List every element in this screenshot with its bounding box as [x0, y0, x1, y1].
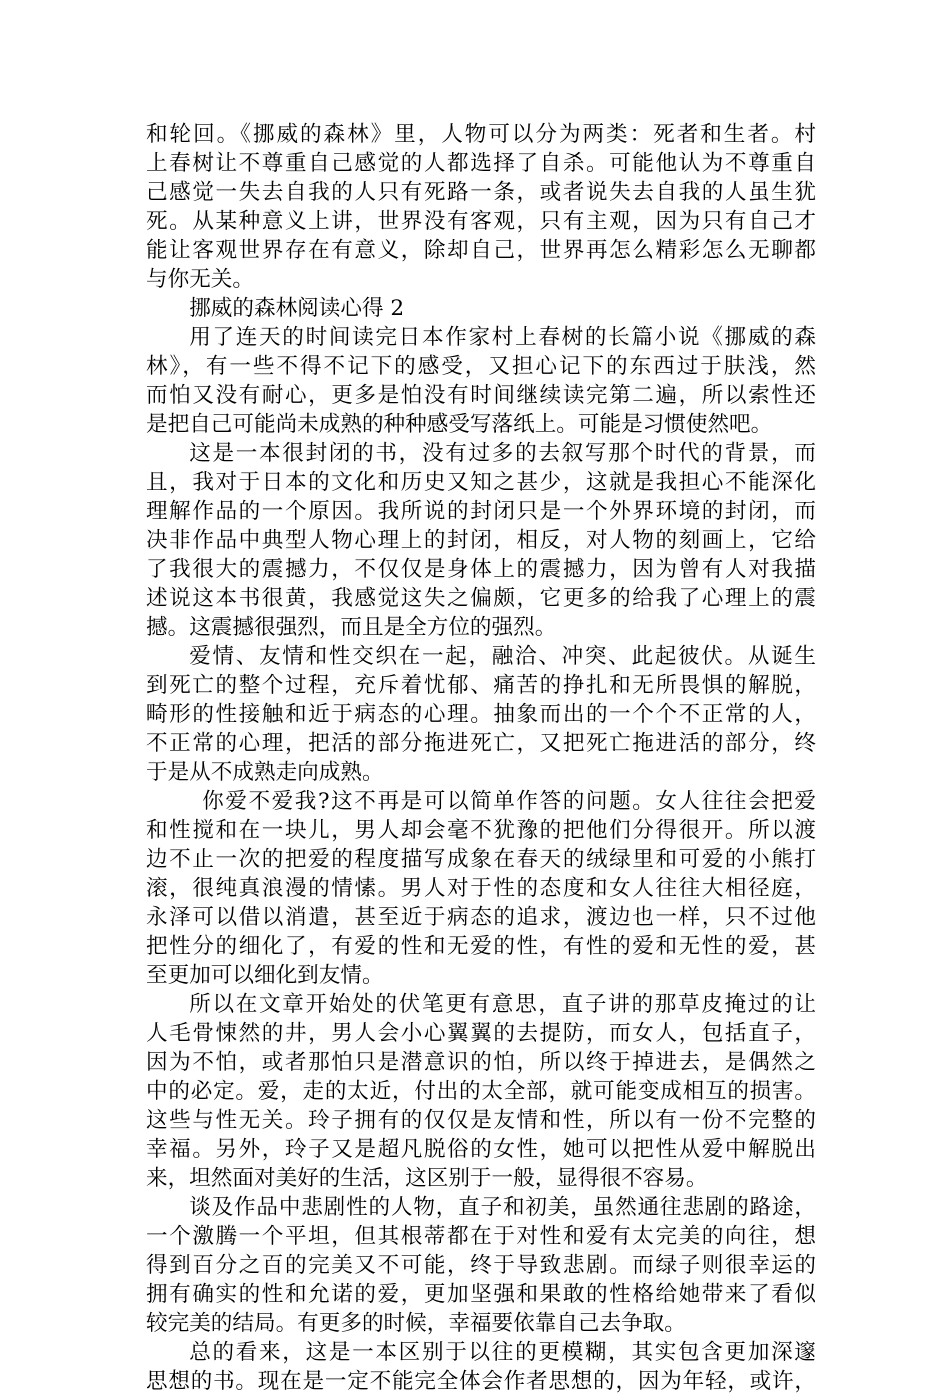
text-line: 撼。这震撼很强烈，而且是全方位的强烈。 — [146, 615, 557, 640]
text-line: 来，坦然面对美好的生活，这区别于一般，显得很不容易。 — [146, 1166, 708, 1191]
text-line: 较完美的结局。有更多的时候，幸福要依靠自己去争取。 — [146, 1311, 686, 1336]
text-line: 述说这本书很黄，我感觉这失之偏颇，它更多的给我了心理上的震 — [146, 586, 816, 611]
text-line: 因为不怕，或者那怕只是潜意识的怕，所以终于掉进去，是偶然之 — [146, 1050, 816, 1075]
text-line: 理解作品的一个原因。我所说的封闭只是一个外界环境的封闭，而 — [146, 499, 816, 524]
text-line: 于是从不成熟走向成熟。 — [146, 760, 384, 785]
text-line: 得到百分之百的完美又不可能，终于导致悲剧。而绿子则很幸运的 — [146, 1253, 816, 1278]
text-line: 人毛骨悚然的井，男人会小心翼翼的去提防，而女人，包括直子， — [146, 1021, 816, 1046]
text-line: 拥有确实的性和允诺的爱，更加坚强和果敢的性格给她带来了看似 — [146, 1282, 816, 1307]
text-line: 挪威的森林阅读心得 2 — [189, 296, 405, 321]
text-line: 爱情、友情和性交织在一起，融洽、冲突、此起彼伏。从诞生 — [189, 644, 816, 669]
text-line: 是把自己可能尚未成熟的种种感受写落纸上。可能是习惯使然吧。 — [146, 412, 773, 437]
text-line: 你爱不爱我?这不再是可以简单作答的问题。女人往往会把爱 — [202, 789, 816, 814]
text-line: 畸形的性接触和近于病态的心理。抽象而出的一个个不正常的人， — [146, 702, 816, 727]
text-line: 能让客观世界存在有意义，除却自己，世界再怎么精彩怎么无聊都 — [146, 238, 816, 263]
text-line: 把性分的细化了，有爱的性和无爱的性，有性的爱和无性的爱，甚 — [146, 934, 816, 959]
document-page — [146, 120, 816, 1396]
text-line: 滚，很纯真浪漫的情愫。男人对于性的态度和女人往往大相径庭， — [146, 876, 816, 901]
text-line: 所以在文章开始处的伏笔更有意思，直子讲的那草皮掩过的让 — [189, 992, 816, 1017]
text-line: 永泽可以借以消遣，甚至近于病态的追求，渡边也一样，只不过他 — [146, 905, 816, 930]
text-line: 这是一本很封闭的书，没有过多的去叙写那个时代的背景，而 — [189, 441, 816, 466]
text-line: 上春树让不尊重自己感觉的人都选择了自杀。可能他认为不尊重自 — [146, 151, 816, 176]
text-line: 与你无关。 — [146, 267, 254, 292]
text-line: 不正常的心理，把活的部分拖进死亡，又把死亡拖进活的部分，终 — [146, 731, 816, 756]
text-line: 且，我对于日本的文化和历史又知之甚少，这就是我担心不能深化 — [146, 470, 816, 495]
text-line: 己感觉一失去自我的人只有死路一条，或者说失去自我的人虽生犹 — [146, 180, 816, 205]
text-line: 而怕又没有耐心，更多是怕没有时间继续读完第二遍，所以索性还 — [146, 383, 816, 408]
text-line: 死。从某种意义上讲，世界没有客观，只有主观，因为只有自己才 — [146, 209, 816, 234]
text-line: 这些与性无关。玲子拥有的仅仅是友情和性，所以有一份不完整的 — [146, 1108, 816, 1133]
text-line: 边不止一次的把爱的程度描写成象在春天的绒绿里和可爱的小熊打 — [146, 847, 816, 872]
text-line: 和性搅和在一块儿，男人却会毫不犹豫的把他们分得很开。所以渡 — [146, 818, 816, 843]
text-line: 幸福。另外，玲子又是超凡脱俗的女性，她可以把性从爱中解脱出 — [146, 1137, 816, 1162]
text-line: 决非作品中典型人物心理上的封闭，相反，对人物的刻画上，它给 — [146, 528, 816, 553]
text-line: 思想的书。现在是一定不能完全体会作者思想的，因为年轻，或许， — [146, 1369, 816, 1394]
text-line: 中的必定。爱，走的太近，付出的太全部，就可能变成相互的损害。 — [146, 1079, 816, 1104]
text-line: 到死亡的整个过程，充斥着忧郁、痛苦的挣扎和无所畏惧的解脱， — [146, 673, 816, 698]
text-line: 了我很大的震撼力，不仅仅是身体上的震撼力，因为曾有人对我描 — [146, 557, 816, 582]
text-line: 总的看来，这是一本区别于以往的更模糊，其实包含更加深邃 — [189, 1340, 816, 1365]
text-line: 一个激腾一个平坦，但其根蒂都在于对性和爱有太完美的向往，想 — [146, 1224, 816, 1249]
text-line: 至更加可以细化到友情。 — [146, 963, 384, 988]
text-line: 用了连天的时间读完日本作家村上春树的长篇小说《挪威的森 — [189, 325, 816, 350]
text-line: 和轮回。《挪威的森林》里，人物可以分为两类：死者和生者。村 — [146, 122, 816, 147]
text-line: 林》，有一些不得不记下的感受，又担心记下的东西过于肤浅，然 — [146, 354, 816, 379]
text-line: 谈及作品中悲剧性的人物，直子和初美，虽然通往悲剧的路途， — [189, 1195, 816, 1220]
